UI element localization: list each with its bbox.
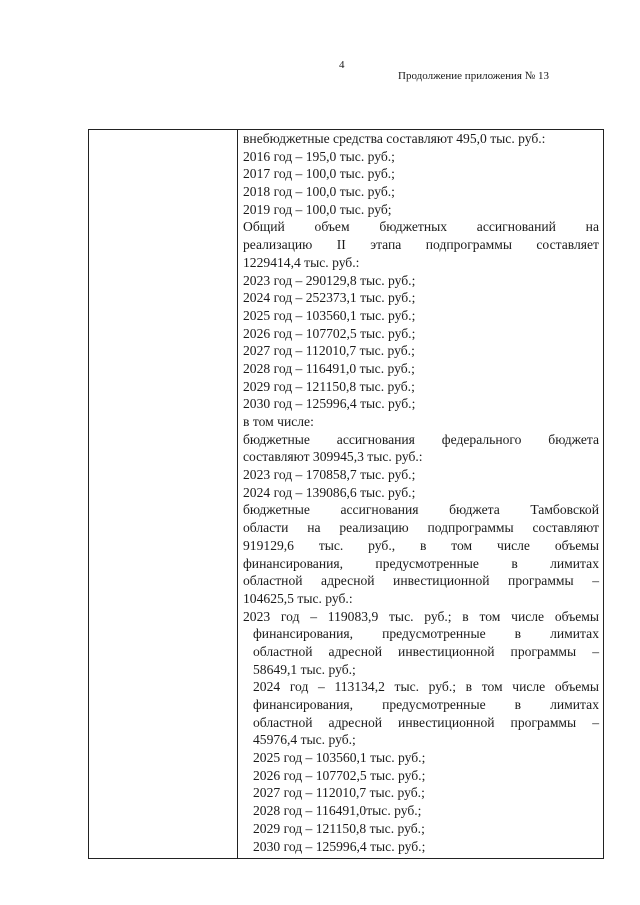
text-line: 2018 год – 100,0 тыс. руб.; — [243, 184, 395, 200]
page-number: 4 — [339, 59, 345, 71]
text-line: 919129,6 тыс. руб., в том числе объемы — [243, 537, 599, 553]
text-line: 2030 год – 125996,4 тыс. руб.; — [243, 396, 416, 412]
text-line: областной адресной инвестиционной программы – — [253, 643, 599, 659]
text-line: 2025 год – 103560,1 тыс. руб.; — [253, 750, 426, 766]
text-line: в том числе: — [243, 414, 314, 429]
text-line: составляют 309945,3 тыс. руб.: — [243, 449, 423, 465]
text-line: Общий объем бюджетных ассигнований на — [243, 219, 599, 235]
text-line: 2023 год – 290129,8 тыс. руб.; — [243, 272, 416, 288]
text-line: 2030 год – 125996,4 тыс. руб.; — [253, 838, 426, 854]
text-line: 1229414,4 тыс. руб.: — [243, 254, 360, 270]
text-line: финансирования, предусмотренные в лимитах — [253, 626, 599, 642]
text-line: 2024 год – 252373,1 тыс. руб.; — [243, 290, 416, 306]
text-line: 2023 год – 119083,9 тыс. руб.; в том числе объемы — [243, 608, 599, 624]
text-line: 2016 год – 195,0 тыс. руб.; — [243, 148, 395, 164]
text-line: 45976,4 тыс. руб.; — [253, 732, 356, 748]
text-line: 2027 год – 112010,7 тыс. руб.; — [243, 343, 415, 359]
text-line: областной адресной инвестиционной программы – — [253, 714, 599, 730]
text-line: области на реализацию подпрограммы составляют — [243, 520, 599, 536]
text-line: 2017 год – 100,0 тыс. руб.; — [243, 166, 395, 182]
text-line: бюджетные ассигнования федерального бюджета — [243, 431, 599, 447]
text-line: 2019 год – 100,0 тыс. руб; — [243, 201, 392, 217]
funding-table — [88, 129, 604, 859]
text-line: областной адресной инвестиционной программы – — [243, 573, 599, 589]
text-line: реализацию II этапа подпрограммы составляет — [243, 237, 599, 253]
text-line: 2025 год – 103560,1 тыс. руб.; — [243, 307, 416, 323]
table-column-divider — [237, 130, 238, 858]
text-line: 2029 год – 121150,8 тыс. руб.; — [253, 820, 425, 836]
text-line: финансирования, предусмотренные в лимитах — [243, 555, 599, 571]
text-line: 2028 год – 116491,0тыс. руб.; — [253, 803, 422, 819]
text-line: 2024 год – 113134,2 тыс. руб.; в том числе объемы — [253, 679, 599, 695]
text-line: 2023 год – 170858,7 тыс. руб.; — [243, 467, 416, 483]
text-line: 2027 год – 112010,7 тыс. руб.; — [253, 785, 425, 801]
text-line: финансирования, предусмотренные в лимитах — [253, 697, 599, 712]
text-line: 58649,1 тыс. руб.; — [253, 661, 356, 677]
text-line: 2026 год – 107702,5 тыс. руб.; — [243, 325, 416, 341]
text-line: 2028 год – 116491,0 тыс. руб.; — [243, 360, 415, 376]
text-line: 2026 год – 107702,5 тыс. руб.; — [253, 767, 426, 783]
text-line: внебюджетные средства составляют 495,0 тыс. руб.: — [243, 131, 546, 146]
text-line: бюджетные ассигнования бюджета Тамбовской — [243, 502, 599, 518]
funding-details-cell — [243, 130, 599, 855]
text-line: 2029 год – 121150,8 тыс. руб.; — [243, 378, 415, 394]
text-line: 2024 год – 139086,6 тыс. руб.; — [243, 484, 416, 500]
text-line: 104625,5 тыс. руб.: — [243, 590, 353, 606]
appendix-continuation-note: Продолжение приложения № 13 — [398, 70, 549, 82]
